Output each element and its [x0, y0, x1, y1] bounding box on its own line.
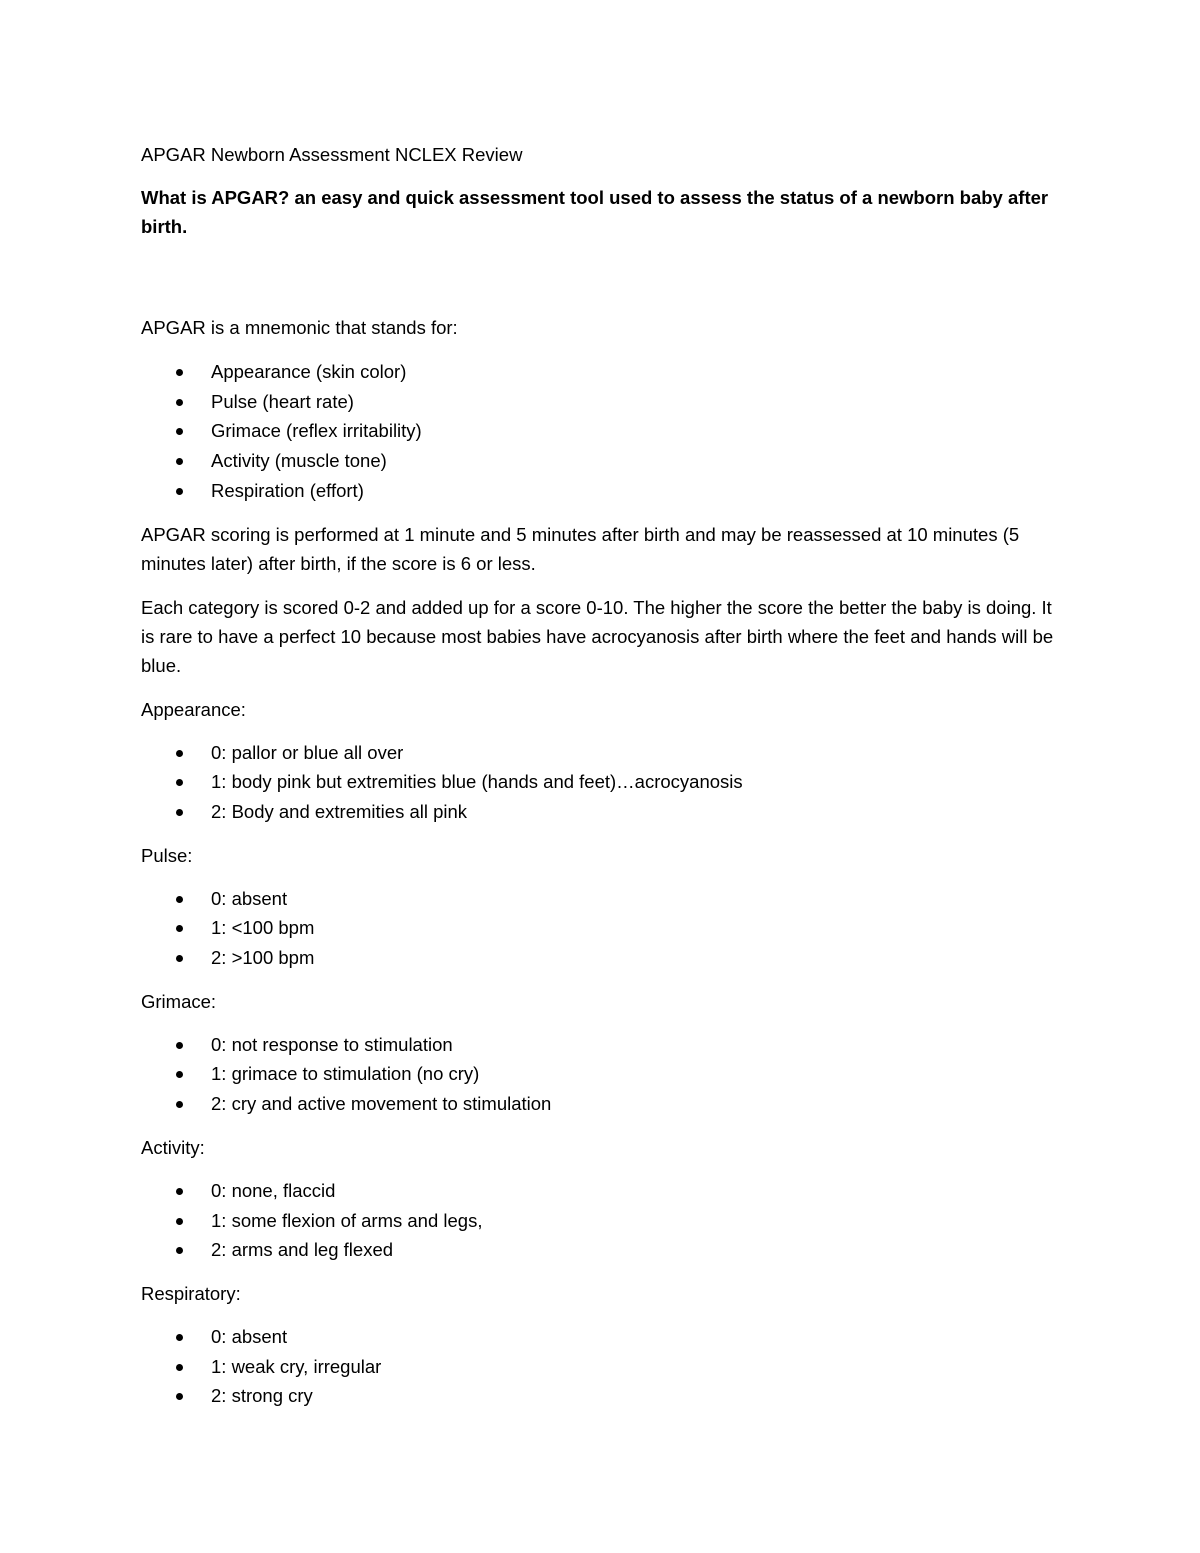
list-item: 1: grimace to stimulation (no cry) — [141, 1059, 1061, 1089]
list-item: 0: absent — [141, 1322, 1061, 1352]
respiratory-list — [141, 1322, 1061, 1411]
grimace-list — [141, 1030, 1061, 1119]
section-heading-activity: Activity: — [141, 1136, 205, 1158]
list-item: 1: <100 bpm — [141, 913, 1061, 943]
scoring-timing-paragraph: APGAR scoring is performed at 1 minute and 5 minutes after birth and may be reassessed at 10 minutes (5 minutes later) after birth, if the score is 6 or less. — [141, 523, 1020, 574]
list-item: 2: arms and leg flexed — [141, 1235, 1061, 1265]
list-item: Grimace (reflex irritability) — [141, 416, 1061, 446]
list-item: Appearance (skin color) — [141, 357, 1061, 387]
list-item: 0: pallor or blue all over — [141, 738, 1061, 768]
list-item: 2: >100 bpm — [141, 943, 1061, 973]
mnemonic-list — [141, 357, 1061, 506]
pulse-list — [141, 884, 1061, 973]
list-item: 0: absent — [141, 884, 1061, 914]
list-item: 2: cry and active movement to stimulation — [141, 1089, 1061, 1119]
list-item: 1: some flexion of arms and legs, — [141, 1206, 1061, 1236]
section-heading-respiratory: Respiratory: — [141, 1282, 241, 1304]
appearance-list — [141, 738, 1061, 827]
scoring-explanation-paragraph: Each category is scored 0-2 and added up for a score 0-10. The higher the score the better the baby is doing. It is rare to have a perfect 10 because most babies have acrocyanosis after birth where the feet and hands will be blue. — [141, 596, 1054, 676]
list-item: 1: body pink but extremities blue (hands and feet)…acrocyanosis — [141, 767, 1061, 797]
document-body — [141, 140, 1061, 1425]
list-item: 2: Body and extremities all pink — [141, 797, 1061, 827]
activity-list — [141, 1176, 1061, 1265]
mnemonic-intro: APGAR is a mnemonic that stands for: — [141, 317, 458, 338]
list-item: 0: none, flaccid — [141, 1176, 1061, 1206]
list-item: 0: not response to stimulation — [141, 1030, 1061, 1060]
section-heading-grimace: Grimace: — [141, 990, 217, 1012]
document-title: APGAR Newborn Assessment NCLEX Review — [141, 144, 523, 165]
list-item: Activity (muscle tone) — [141, 446, 1061, 476]
section-heading-pulse: Pulse: — [141, 844, 193, 866]
list-item: Pulse (heart rate) — [141, 387, 1061, 417]
list-item: 1: weak cry, irregular — [141, 1352, 1061, 1382]
list-item: Respiration (effort) — [141, 476, 1061, 506]
intro-question: What is APGAR? an easy and quick assessment tool used to assess the status of a newborn baby after birth. — [141, 187, 1049, 237]
list-item: 2: strong cry — [141, 1381, 1061, 1411]
section-heading-appearance: Appearance: — [141, 698, 246, 720]
